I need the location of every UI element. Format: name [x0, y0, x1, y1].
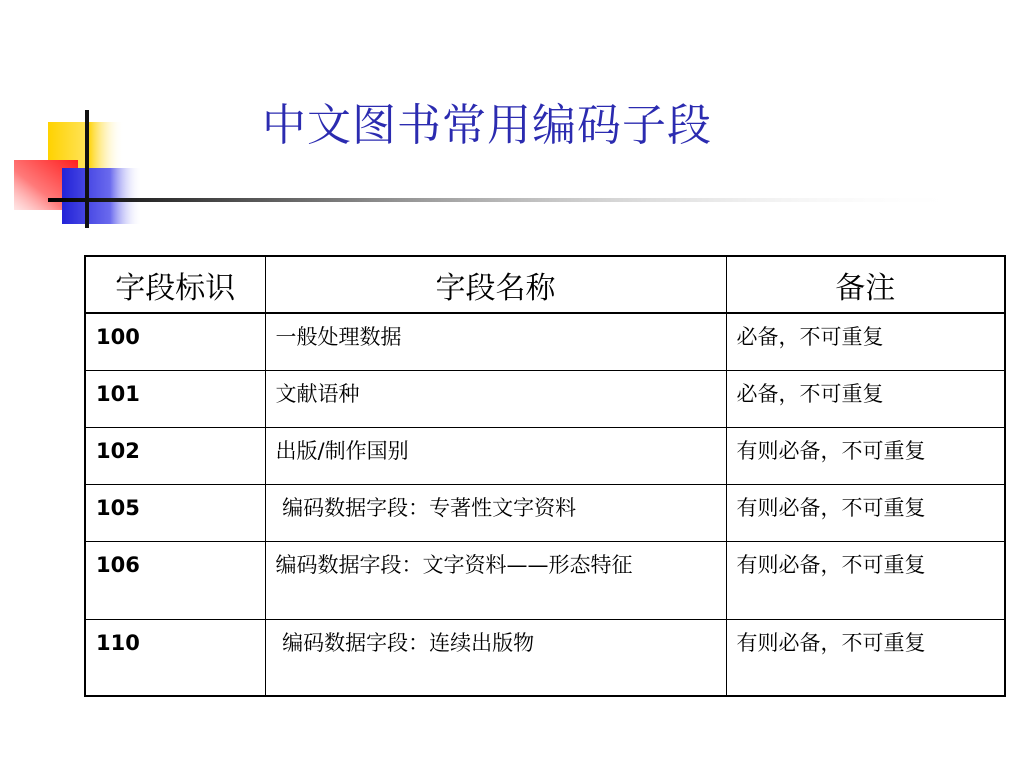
field-id-cell: 101 — [85, 370, 265, 427]
note-cell: 有则必备，不可重复 — [726, 619, 1005, 696]
field-name-cell: 一般处理数据 — [265, 313, 726, 370]
deco-yellow-square — [48, 122, 88, 174]
table-row — [85, 427, 1005, 484]
table-row — [85, 313, 1005, 370]
field-id-cell: 105 — [85, 484, 265, 541]
note-cell: 必备，不可重复 — [726, 370, 1005, 427]
deco-horizontal-rule — [48, 198, 968, 202]
deco-vertical-line — [85, 110, 89, 228]
note-cell: 有则必备，不可重复 — [726, 541, 1005, 619]
field-id-cell: 106 — [85, 541, 265, 619]
field-name-cell: 编码数据字段：连续出版物 — [265, 619, 726, 696]
table-row — [85, 484, 1005, 541]
header-field-name: 字段名称 — [265, 256, 726, 313]
table-header-row — [85, 256, 1005, 313]
table-row — [85, 370, 1005, 427]
deco-red-block — [14, 160, 78, 210]
note-cell: 有则必备，不可重复 — [726, 427, 1005, 484]
field-id-cell: 102 — [85, 427, 265, 484]
code-field-table — [84, 255, 1006, 697]
table-row — [85, 619, 1005, 696]
field-name-cell: 编码数据字段：专著性文字资料 — [265, 484, 726, 541]
deco-yellow-fade — [88, 122, 124, 174]
table-row — [85, 541, 1005, 619]
page-title: 中文图书常用编码子段 — [262, 100, 712, 151]
note-cell: 必备，不可重复 — [726, 313, 1005, 370]
header-note: 备注 — [726, 256, 1005, 313]
header-field-id: 字段标识 — [85, 256, 265, 313]
field-name-cell: 出版/制作国别 — [265, 427, 726, 484]
field-name-cell: 文献语种 — [265, 370, 726, 427]
field-name-cell: 编码数据字段：文字资料——形态特征 — [265, 541, 726, 619]
note-cell: 有则必备，不可重复 — [726, 484, 1005, 541]
deco-blue-block — [62, 168, 142, 224]
field-id-cell: 100 — [85, 313, 265, 370]
field-id-cell: 110 — [85, 619, 265, 696]
